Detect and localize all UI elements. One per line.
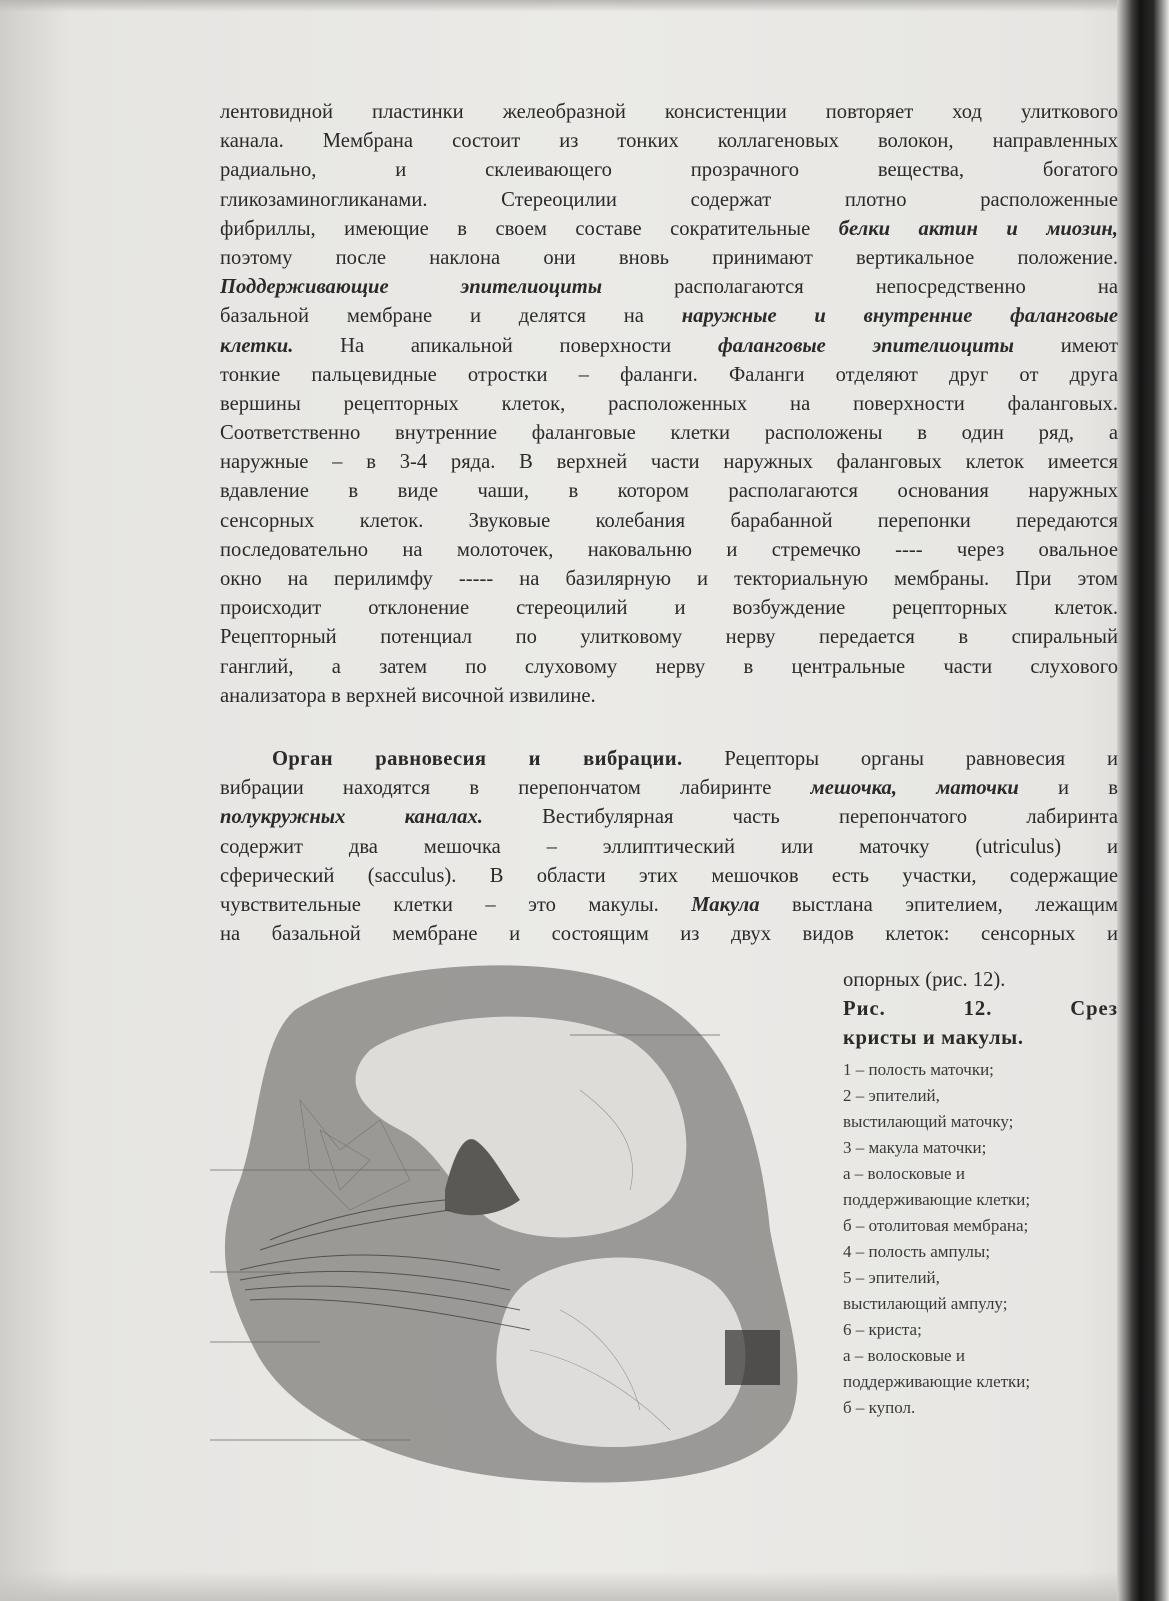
text-line: Орган равновесия и вибрации. Рецепторы органы равновесия и	[272, 748, 1118, 770]
book-spine	[1117, 0, 1169, 1601]
text-line: полукружных каналах. Вестибулярная часть перепончатого лабиринта	[220, 806, 1118, 829]
text-line: на базальной мембране и состоящим из двух видов клеток: сенсорных и	[220, 923, 1118, 946]
figure-legend	[843, 1057, 1118, 1421]
paragraph-balance-organ	[220, 745, 1118, 949]
text-line: Рецепторный потенциал по улитковому нерву передается в спиральный	[220, 626, 1118, 649]
text-line: ганглий, а затем по слуховому нерву в центральные части слухового	[220, 655, 1118, 678]
text-line: клетки. На апикальной поверхности фаланговые эпителиоциты имеют	[220, 334, 1118, 357]
legend-item: поддерживающие клетки;	[843, 1372, 1031, 1391]
figure-title: Рис. 12. Срез кристы и макулы.	[843, 998, 1118, 1049]
legend-item: б – купол.	[843, 1398, 916, 1417]
crista-macula-illustration	[200, 950, 820, 1490]
text-line: Соответственно внутренние фаланговые клетки расположены в один ряд, а	[220, 422, 1118, 445]
legend-item: 3 – макула маточки;	[843, 1138, 987, 1157]
legend-item: а – волосковые и	[843, 1346, 965, 1365]
figure-caption	[843, 966, 1118, 1421]
legend-item: выстилающий ампулу;	[843, 1294, 1008, 1313]
text-line: фибриллы, имеющие в своем составе сократительные белки актин и миозин,	[220, 217, 1118, 240]
legend-item: поддерживающие клетки;	[843, 1190, 1031, 1209]
text-line: тонкие пальцевидные отростки – фаланги. Фаланги отделяют друг от друга	[220, 363, 1118, 386]
text-line: вершины рецепторных клеток, расположенных на поверхности фаланговых.	[220, 392, 1118, 415]
text-line: содержит два мешочка – эллиптический или маточку (utriculus) и	[220, 835, 1118, 858]
text-line: базальной мембране и делятся на наружные и внутренние фаланговые	[220, 305, 1118, 328]
section-heading: Орган равновесия и вибрации.	[272, 748, 683, 770]
legend-item: 6 – криста;	[843, 1320, 922, 1339]
legend-item: 2 – эпителий,	[843, 1086, 940, 1105]
text-line: последовательно на молоточек, наковальню и стремечко ---- через овальное	[220, 538, 1118, 561]
text-line: сенсорных клеток. Звуковые колебания барабанной перепонки передаются	[220, 509, 1118, 532]
text-line: Поддерживающие эпителиоциты располагаются непосредственно на	[220, 276, 1118, 299]
legend-item: 5 – эпителий,	[843, 1268, 940, 1287]
caption-intro: опорных (рис. 12).	[843, 969, 1006, 991]
text-line: радиально, и склеивающего прозрачного вещества, богатого	[220, 159, 1118, 182]
text-line: анализатора в верхней височной извилине.	[220, 684, 596, 707]
text-line: лентовидной пластинки желеобразной консистенции повторяет ход улиткового	[220, 101, 1118, 123]
text-line: вдавление в виде чаши, в котором располагаются основания наружных	[220, 480, 1118, 503]
page-top-shadow	[0, 0, 1120, 12]
legend-item: а – волосковые и	[843, 1164, 965, 1183]
text-line: вибрации находятся в перепончатом лабиринте мешочка, маточки и в	[220, 777, 1118, 800]
paragraph-hearing-receptors	[220, 98, 1118, 711]
ampulla-cavity	[496, 1258, 745, 1448]
text-line: сферический (sacculus). В области этих мешочков есть участки, содержащие	[220, 864, 1118, 887]
text-line: чувствительные клетки – это макулы. Макула выстлана эпителием, лежащим	[220, 893, 1118, 916]
legend-item: б – отолитовая мембрана;	[843, 1216, 1029, 1235]
text-line: наружные – в 3-4 ряда. В верхней части наружных фаланговых клеток имеется	[220, 451, 1118, 474]
legend-item: выстилающий маточку;	[843, 1112, 1014, 1131]
text-line: гликозаминогликанами. Стереоцилии содержат плотно расположенные	[220, 188, 1118, 211]
text-line: канала. Мембрана состоит из тонких коллагеновых волокон, направленных	[220, 130, 1118, 153]
text-line: поэтому после наклона они вновь принимают вертикальное положение.	[220, 246, 1118, 269]
text-line: окно на перилимфу ----- на базилярную и текториальную мембраны. При этом	[220, 568, 1118, 590]
page-bottom-shadow	[0, 1571, 1120, 1601]
legend-item: 4 – полость ампулы;	[843, 1242, 991, 1261]
legend-item: 1 – полость маточки;	[843, 1060, 994, 1079]
dark-tissue-patch	[725, 1330, 780, 1385]
text-line: происходит отклонение стереоцилий и возбуждение рецепторных клеток.	[220, 597, 1118, 620]
